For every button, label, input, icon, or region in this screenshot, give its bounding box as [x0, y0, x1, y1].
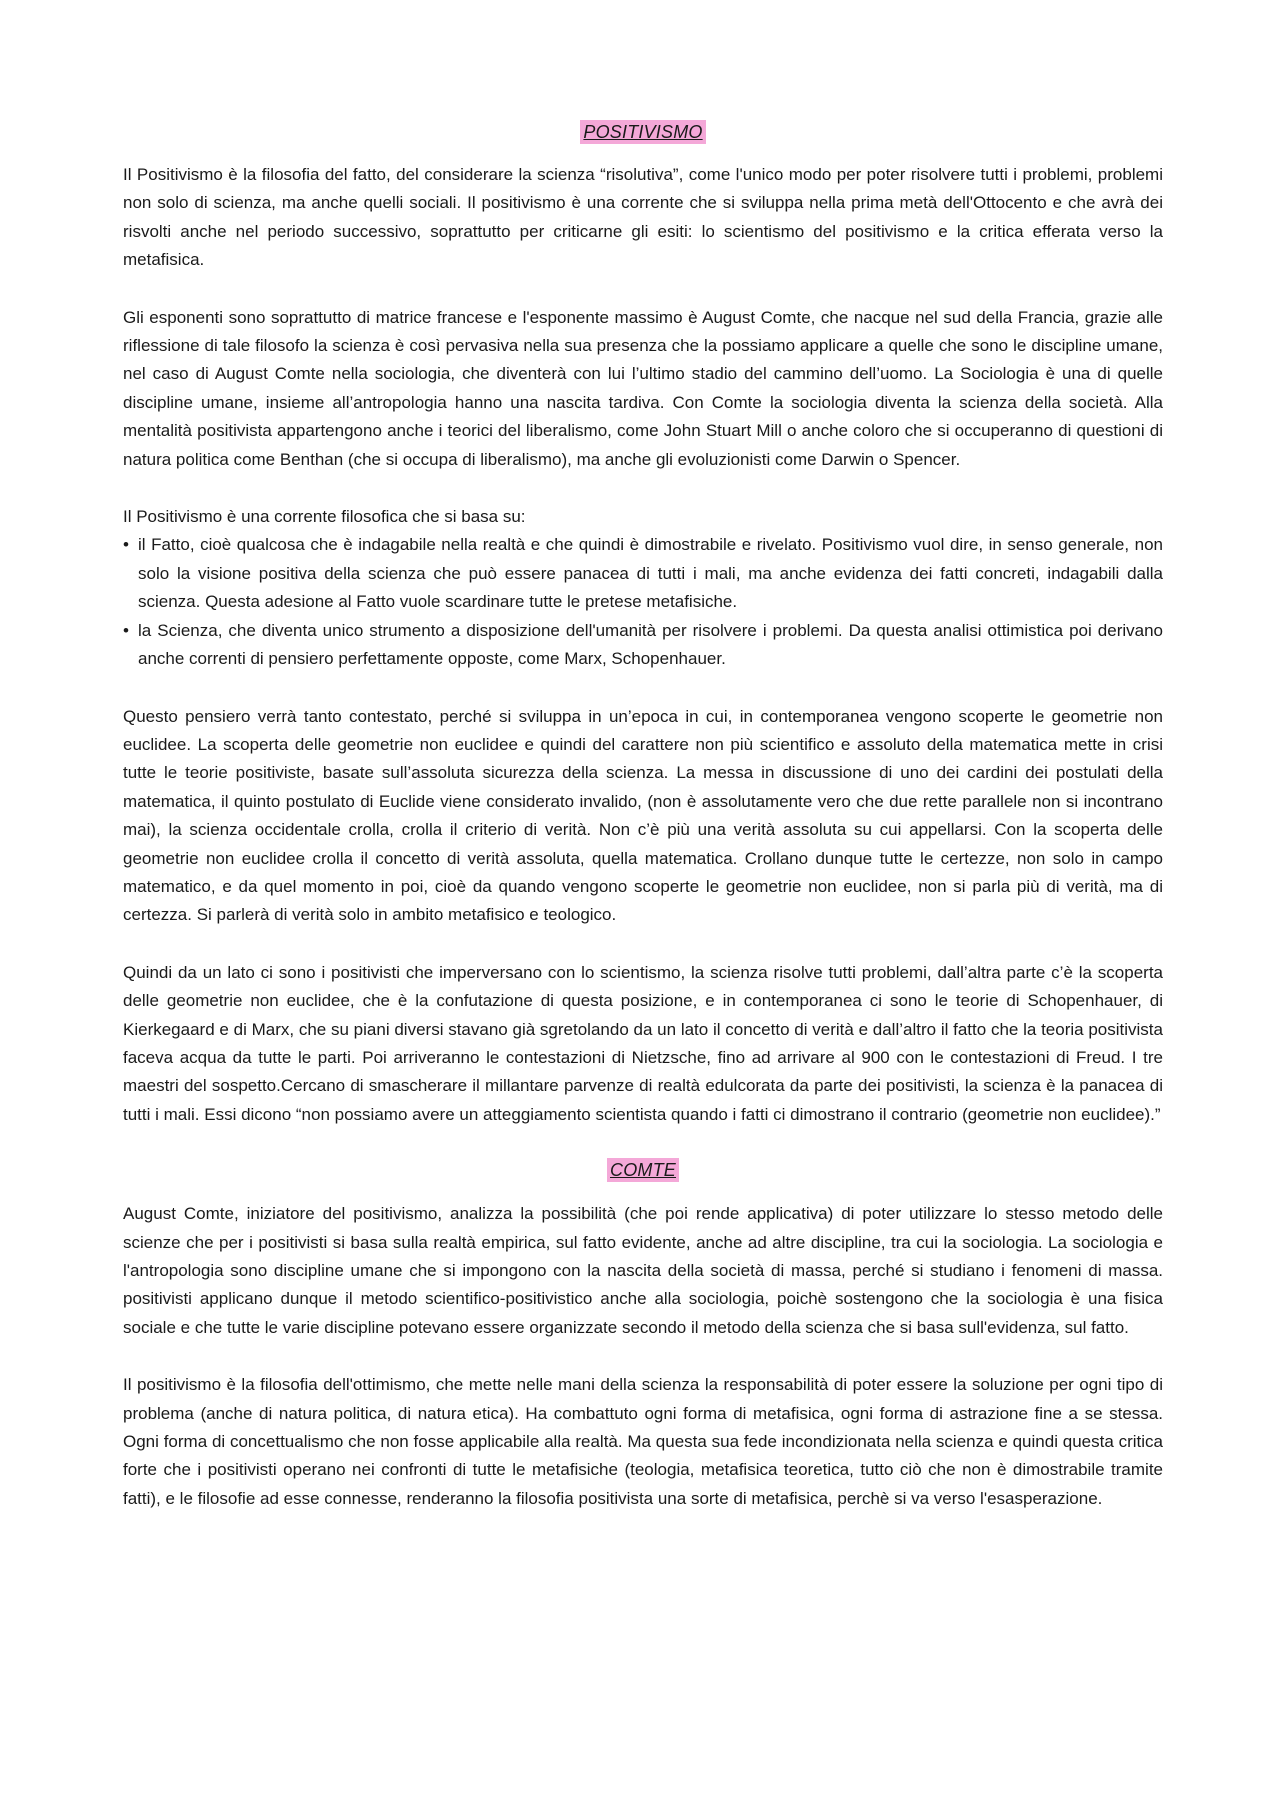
paragraph-maestri-sospetto: Quindi da un lato ci sono i positivisti che imperversano con lo scientismo, la scienza risolve tutti problemi, dall’altra parte c’è la scoperta delle geometrie non euclidee, che è la confutazione di questa posizione, e in contemporanea ci sono le teorie di Schopenhauer, di Kierkegaard e di Marx, che su piani diversi stavano già sgretolando da un lato il concetto di verità e dall’altro il fatto che la teoria positivista faceva acqua da tutte le parti. Poi arriveranno le contestazioni di Nietzsche, fino ad arrivare al 900 con le contestazioni di Freud. I tre maestri del sospetto.Cercano di smascherare il millantare parvenze di realtà edulcorata da parte dei positivisti, la scienza è la panacea di tutti i mali. Essi dicono “non possiamo avere un atteggiamento scientista quando i fatti ci dimostrano il contrario (geometrie non euclidee).”: [123, 962, 1163, 1124]
section-heading-comte: COMTE: [607, 1158, 679, 1182]
paragraph-ottimismo: Il positivismo è la filosofia dell'ottimismo, che mette nelle mani della scienza la responsabilità di poter essere la soluzione per ogni tipo di problema (anche di natura politica, di natura etica). Ha combattuto ogni forma di metafisica, ogni forma di astrazione fine a se stessa. Ogni forma di concettualismo che non fosse applicabile alla realtà. Ma questa sua fede incondizionata nella scienza e quindi questa critica forte che i positivisti operano nei confronti di tutte le metafisiche (teologia, metafisica teoretica, tutto ciò che non è dimostrabile tramite fatti), e le filosofie ad esse connesse, renderanno la filosofia positivista una sorte di metafisica, perchè si va verso l'esasperazione.: [123, 1375, 1163, 1508]
paragraph-intro: Il Positivismo è la filosofia del fatto, del considerare la scienza “risolutiva”, come l'unico modo per poter risolvere tutti i problemi, problemi non solo di scienza, ma anche quelli sociali. Il positivismo è una corrente che si sviluppa nella prima metà dell'Ottocento e che avrà dei risvolti anche nel periodo successivo, soprattutto per criticarne gli esiti: lo scientismo del positivismo e la critica efferata verso la metafisica.: [123, 165, 1163, 270]
paragraph-comte-metodo: August Comte, iniziatore del positivismo, analizza la possibilità (che poi rende applicativa) di poter utilizzare lo stesso metodo delle scienze che per i positivisti si basa sulla realtà empirica, sul fatto evidente, anche ad altre discipline, tra cui la sociologia. La sociologia e l'antropologia sono discipline umane che si impongono con la nascita della società di massa, perché si studiano i fenomeni di massa. positivisti applicano dunque il metodo scientifico-positivistico anche alla sociologia, poichè sostengono che la sociologia è una fisica sociale e che tutte le varie discipline potevano essere organizzate secondo il metodo della scienza che si basa sull'evidenza, sul fatto.: [123, 1204, 1163, 1337]
document-page: [123, 120, 1163, 1542]
bullet-list: [123, 531, 1163, 673]
list-item-text: il Fatto, cioè qualcosa che è indagabile nella realtà e che quindi è dimostrabile e rivelato. Positivismo vuol dire, in senso generale, non solo la visione positiva della scienza che può essere panacea di tutti i mali, ma anche evidenza dei fatti concreti, indagabili dalla scienza. Questa adesione al Fatto vuole scardinare tutte le pretese metafisiche.: [138, 535, 1163, 612]
section-heading-positivismo-wrap: [123, 120, 1163, 144]
section-heading-positivismo: POSITIVISMO: [580, 120, 705, 144]
list-item: [123, 617, 1163, 674]
bullet-marker: •: [123, 535, 129, 555]
paragraph-esponenti: Gli esponenti sono soprattutto di matrice francese e l'esponente massimo è August Comte, che nacque nel sud della Francia, grazie alle riflessione di tale filosofo la scienza è così pervasiva nella sua presenza che la possiamo applicare a quelle che sono le discipline umane, nel caso di August Comte nella sociologia, che diventerà con lui l’ultimo stadio del cammino dell’uomo. La Sociologia è una di quelle discipline umane, insieme all’antropologia hanno una nascita tardiva. Con Comte la sociologia diventa la scienza della società. Alla mentalità positivista appartengono anche i teorici del liberalismo, come John Stuart Mill o anche coloro che si occuperanno di questioni di natura politica come Benthan (che si occupa di liberalismo), ma anche gli evoluzionisti come Darwin o Spencer.: [123, 307, 1163, 469]
list-item: [123, 531, 1163, 616]
list-item-text: la Scienza, che diventa unico strumento a disposizione dell'umanità per risolvere i problemi. Da questa analisi ottimistica poi derivano anche correnti di pensiero perfettamente opposte, come Marx, Schopenhauer.: [138, 620, 1163, 669]
paragraph-geometrie: Questo pensiero verrà tanto contestato, perché si sviluppa in un’epoca in cui, in contemporanea vengono scoperte le geometrie non euclidee. La scoperta delle geometrie non euclidee e quindi del carattere non più scientifico e assoluto della matematica mette in crisi tutte le teorie positiviste, basate sull’assoluta sicurezza della scienza. La messa in discussione di uno dei cardini dei postulati della matematica, il quinto postulato di Euclide viene considerato invalido, (non è assolutamente vero che due rette parallele non si incontrano mai), la scienza occidentale crolla, crolla il criterio di verità. Non c’è più una verità assoluta su cui appellarsi. Con la scoperta delle geometrie non euclidee crolla il concetto di verità assoluta, quella matematica. Crollano dunque tutte le certezze, non solo in campo matematico, e da quel momento in poi, cioè da quando vengono scoperte le geometrie non euclidee, non si parla più di verità, ma di certezza. Si parlerà di verità solo in ambito metafisico e teologico.: [123, 706, 1163, 925]
bullet-marker: •: [123, 620, 129, 640]
section-heading-comte-wrap: [123, 1158, 1163, 1182]
list-intro: Il Positivismo è una corrente filosofica che si basa su:: [123, 507, 526, 527]
